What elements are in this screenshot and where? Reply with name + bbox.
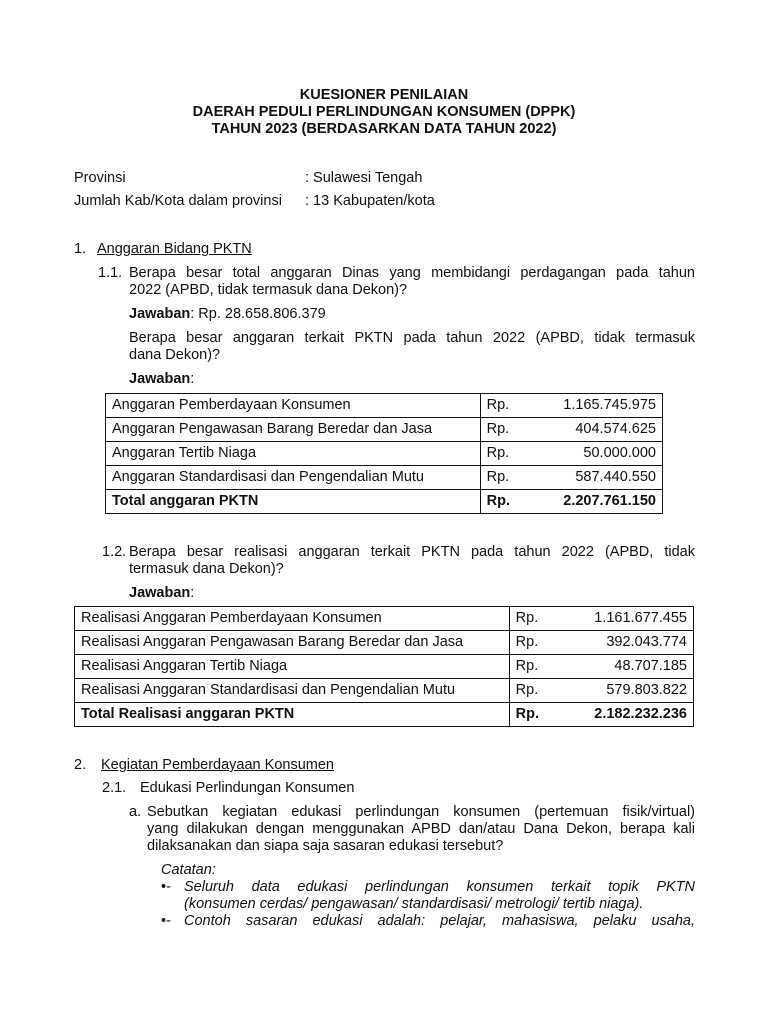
table-row <box>75 607 694 631</box>
realization-total-label: Total Realisasi anggaran PKTN <box>75 703 510 727</box>
doc-title-line3: TAHUN 2023 (BERDASARKAN DATA TAHUN 2022) <box>211 121 557 137</box>
provinsi-value: : Sulawesi Tengah <box>305 170 423 186</box>
q11-line2: 2022 (APBD, tidak termasuk dana Dekon)? <box>129 282 408 298</box>
realization-label: Realisasi Anggaran Standardisasi dan Pengendalian Mutu <box>75 679 510 703</box>
realization-amount: Rp. 1.161.677.455 <box>509 607 693 631</box>
table-row <box>106 466 663 490</box>
section2-heading: Kegiatan Pemberdayaan Konsumen <box>101 757 334 773</box>
realization-label: Realisasi Anggaran Tertib Niaga <box>75 655 510 679</box>
q11-line1: Berapa besar total anggaran Dinas yang membidangi perdagangan pada tahun <box>129 265 695 281</box>
budget-amount: Rp. 1.165.745.975 <box>480 394 662 418</box>
budget-amount: Rp. 50.000.000 <box>480 442 662 466</box>
note2-line1: Contoh sasaran edukasi adalah: pelajar, mahasiswa, pelaku usaha, <box>184 913 695 929</box>
doc-title-line1: KUESIONER PENILAIAN <box>299 87 469 103</box>
table-row <box>106 394 663 418</box>
table-row <box>75 631 694 655</box>
section1-number: 1. <box>74 241 87 257</box>
qa-line2: yang dilakukan dengan menggunakan APBD dan/atau Dana Dekon, berapa kali <box>147 821 695 837</box>
table-row <box>106 418 663 442</box>
budget-amount: Rp. 404.574.625 <box>480 418 662 442</box>
budget-total-label: Total anggaran PKTN <box>106 490 481 514</box>
realization-amount: Rp. 392.043.774 <box>509 631 693 655</box>
budget-amount: Rp. 587.440.550 <box>480 466 662 490</box>
qa-letter: a. <box>129 804 142 820</box>
section1-heading: Anggaran Bidang PKTN <box>97 241 252 257</box>
budget-table <box>105 393 663 514</box>
table-row-total <box>75 703 694 727</box>
sub21-heading: Edukasi Perlindungan Konsumen <box>140 780 355 796</box>
budget-label: Anggaran Pemberdayaan Konsumen <box>106 394 481 418</box>
provinsi-label: Provinsi <box>74 170 126 186</box>
note1-line1: Seluruh data edukasi perlindungan konsumen terkait topik PKTN <box>184 879 695 895</box>
sub21-number: 2.1. <box>102 780 127 796</box>
q11b-line2: dana Dekon)? <box>129 347 221 363</box>
answer2: Jawaban: <box>129 371 195 387</box>
table-row <box>75 679 694 703</box>
q12-number: 1.2. <box>102 544 127 560</box>
realization-amount: Rp. 48.707.185 <box>509 655 693 679</box>
table-row <box>75 655 694 679</box>
note1-line2: (konsumen cerdas/ pengawasan/ standardisasi/ metrologi/ tertib niaga). <box>184 896 644 912</box>
realization-label: Realisasi Anggaran Pemberdayaan Konsumen <box>75 607 510 631</box>
realization-table <box>74 606 694 727</box>
section2-number: 2. <box>74 757 87 773</box>
realization-amount: Rp. 579.803.822 <box>509 679 693 703</box>
jumlah-label: Jumlah Kab/Kota dalam provinsi <box>74 193 282 209</box>
answer1: Jawaban: Rp. 28.658.806.379 <box>129 306 326 322</box>
q11b-line1: Berapa besar anggaran terkait PKTN pada tahun 2022 (APBD, tidak termasuk <box>129 330 695 346</box>
answer3: Jawaban: <box>129 585 195 601</box>
realization-label: Realisasi Anggaran Pengawasan Barang Beredar dan Jasa <box>75 631 510 655</box>
qa-line3: dilaksanakan dan siapa saja sasaran edukasi tersebut? <box>147 838 504 854</box>
budget-label: Anggaran Pengawasan Barang Beredar dan Jasa <box>106 418 481 442</box>
q12-line1: Berapa besar realisasi anggaran terkait PKTN pada tahun 2022 (APBD, tidak <box>129 544 695 560</box>
doc-title-line2: DAERAH PEDULI PERLINDUNGAN KONSUMEN (DPPK) <box>192 104 576 120</box>
table-row-total <box>106 490 663 514</box>
q12-line2: termasuk dana Dekon)? <box>129 561 284 577</box>
bullet-icon: •- <box>161 879 171 895</box>
budget-total-amount: Rp. 2.207.761.150 <box>480 490 662 514</box>
qa-line1: Sebutkan kegiatan edukasi perlindungan konsumen (pertemuan fisik/virtual) <box>147 804 695 820</box>
budget-label: Anggaran Standardisasi dan Pengendalian Mutu <box>106 466 481 490</box>
table-row <box>106 442 663 466</box>
q11-number: 1.1. <box>98 265 123 281</box>
realization-total-amount: Rp. 2.182.232.236 <box>509 703 693 727</box>
budget-label: Anggaran Tertib Niaga <box>106 442 481 466</box>
note-label: Catatan: <box>161 862 216 878</box>
bullet-icon: •- <box>161 913 171 929</box>
jumlah-value: : 13 Kabupaten/kota <box>305 193 435 209</box>
